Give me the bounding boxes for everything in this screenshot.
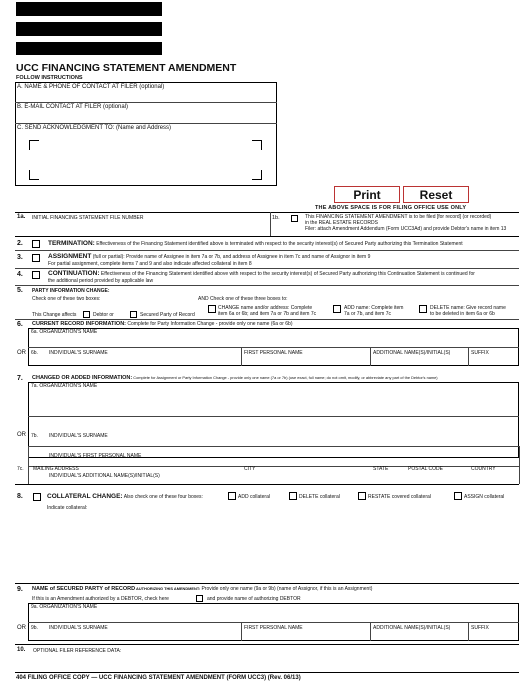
item10-label: OPTIONAL FILER REFERENCE DATA: [33, 648, 122, 654]
address-corner-bl [29, 170, 39, 180]
follow-instructions: FOLLOW INSTRUCTIONS [16, 75, 83, 81]
delete-collateral-checkbox[interactable] [289, 492, 297, 500]
item9-small: AUTHORIZING THIS AMENDMENT: [135, 586, 201, 591]
add-name-checkbox[interactable] [333, 305, 341, 313]
filer-info-box [15, 82, 277, 186]
item4-text2: the additional period provided by applicable law [48, 278, 154, 284]
item7b-additional-label: INDIVIDUAL'S ADDITIONAL NAME(S)/INITIAL(S) [49, 473, 160, 479]
assignment-checkbox[interactable] [32, 254, 40, 262]
form-title: UCC FINANCING STATEMENT AMENDMENT [16, 62, 237, 74]
address-corner-br [252, 170, 262, 180]
item6b-additional-label: ADDITIONAL NAME(S)/INITIAL(S) [373, 350, 451, 356]
assign-collateral-label: ASSIGN collateral [464, 494, 505, 500]
authorizing-debtor-checkbox[interactable] [196, 595, 203, 602]
item4-text [48, 271, 475, 277]
item9-number: 9. [17, 586, 23, 593]
item7-text [32, 375, 438, 382]
item7-desc: Complete for Assignment or Party Information Change - provide only one name (7a or 7b) (use exact, full name; do not omit, modify, or abbreviate any part of the Debtor's name) [132, 375, 438, 380]
item3-number: 3. [17, 254, 23, 261]
or-label-9: OR [17, 625, 26, 631]
item6b-label: 6b. [31, 350, 38, 356]
item3-head: ASSIGNMENT [48, 253, 92, 260]
delete-name-checkbox[interactable] [419, 305, 427, 313]
item5-add-l1: ADD name: Complete item [344, 305, 404, 311]
or-label-7: OR [17, 432, 26, 438]
item1a-file-number-field[interactable] [32, 222, 262, 234]
item6b-surname-label: INDIVIDUAL'S SURNAME [49, 350, 108, 356]
item7-head: CHANGED OR ADDED INFORMATION: [32, 375, 133, 381]
item9b-first-name-label: FIRST PERSONAL NAME [244, 625, 303, 631]
item1a-number: 1a. [17, 214, 26, 220]
item6b-first-name-label: FIRST PERSONAL NAME [244, 350, 303, 356]
item5-change-l2: item 6a or 6b; and item 7a or 7b and item 7c [218, 311, 317, 317]
item1b-checkbox[interactable] [291, 215, 298, 222]
add-collateral-label: ADD collateral [238, 494, 270, 500]
item8-indicate-label: Indicate collateral: [47, 505, 88, 511]
item6a-label: 6a. ORGANIZATION'S NAME [31, 329, 98, 335]
restate-collateral-label: RESTATE covered collateral [368, 494, 431, 500]
termination-checkbox[interactable] [32, 240, 40, 248]
item7-number: 7. [17, 375, 23, 382]
filing-office-space-label: THE ABOVE SPACE IS FOR FILING OFFICE USE ONLY [315, 205, 467, 211]
item9a-label: 9a. ORGANIZATION'S NAME [31, 604, 98, 610]
item9-debtor-provide-label: and provide name of authorizing DEBTOR [207, 596, 301, 602]
item2-desc: Effectiveness of the Financing Statement identified above is terminated with respect to the security interest(s) of Secured Party authorizing this Termination Statement [94, 241, 463, 247]
address-corner-tr [252, 140, 262, 150]
item7a-organization-field[interactable] [31, 390, 516, 414]
item2-text [48, 241, 463, 247]
item5-delete-l1: DELETE name: Give record name [430, 305, 506, 311]
item1b-number: 1b. [272, 215, 280, 221]
item7a-label: 7a. ORGANIZATION'S NAME [31, 383, 98, 389]
item5-delete-l2: to be deleted in item 6a or 6b [430, 311, 495, 317]
or-label-6: OR [17, 350, 26, 356]
item9-head: NAME of SECURED PARTY of RECORD [32, 586, 136, 592]
item5-add-l2: 7a or 7b, and item 7c [344, 311, 391, 317]
item8-text [47, 494, 203, 501]
item5-affects: This Change affects [32, 312, 77, 318]
item9b-surname-label: INDIVIDUAL'S SURNAME [49, 625, 108, 631]
item8-head: COLLATERAL CHANGE: [47, 493, 123, 500]
redaction-bar-middle [16, 22, 162, 36]
item6-desc: Complete for Party Information Change - provide only one name (6a or 6b) [126, 321, 293, 327]
reset-button[interactable]: Reset [403, 186, 469, 203]
redaction-bar-top [16, 2, 162, 16]
item5-and-check: AND Check one of these three boxes to: [198, 296, 288, 302]
item9-text [32, 586, 372, 593]
item6-number: 6. [17, 321, 23, 328]
item8-desc: Also check one of these four boxes: [122, 494, 203, 500]
item6a-organization-field[interactable] [31, 336, 516, 346]
restate-collateral-checkbox[interactable] [358, 492, 366, 500]
item6-text [32, 321, 293, 328]
secured-party-checkbox[interactable] [130, 311, 137, 318]
item1b-line2: in the REAL ESTATE RECORDS [305, 220, 378, 226]
mailing-address-label: MAILING ADDRESS [33, 466, 79, 472]
debtor-checkbox[interactable] [83, 311, 90, 318]
item5-debtor: Debtor or [93, 312, 114, 318]
item9b-additional-label: ADDITIONAL NAME(S)/INITIAL(S) [373, 625, 451, 631]
item7b-label: 7b. [31, 433, 38, 439]
city-label: CITY [244, 466, 256, 472]
item7b-first-name-label-vis: INDIVIDUAL'S FIRST PERSONAL NAME [49, 453, 142, 459]
item8-number: 8. [17, 493, 23, 500]
form-footer: 404 FILING OFFICE COPY — UCC FINANCING STATEMENT AMENDMENT (FORM UCC3) (Rev. 06/13) [16, 675, 301, 681]
collateral-description-field[interactable] [47, 512, 517, 580]
item5-change-l1: CHANGE name and/or address: Complete [218, 305, 313, 311]
item5-number: 5. [17, 287, 23, 294]
item7b-surname-label: INDIVIDUAL'S SURNAME [49, 433, 108, 439]
item1b-line1: This FINANCING STATEMENT AMENDMENT is to be filed [for record] (or recorded) [305, 214, 492, 220]
state-label: STATE [373, 466, 389, 472]
item6b-suffix-label: SUFFIX [471, 350, 489, 356]
item3-desc: (full or partial): Provide name of Assignee in item 7a or 7b, and address of Assignee in item 7c and name of Assignor in item 9 [91, 254, 371, 260]
item9-debtor-check-label: If this is an Amendment authorized by a DEBTOR, check here [32, 596, 169, 602]
item9b-label: 9b. [31, 625, 38, 631]
redaction-bar-bottom [16, 42, 162, 55]
collateral-change-checkbox[interactable] [33, 493, 41, 501]
item2-head: TERMINATION: [48, 240, 95, 247]
section-c-label: C. SEND ACKNOWLEDGMENT TO: (Name and Address) [17, 125, 172, 131]
item4-head: CONTINUATION: [48, 270, 100, 277]
item7b-surname-field[interactable] [49, 439, 516, 445]
item5-secured: Secured Party of Record [140, 312, 195, 318]
country-label: COUNTRY [471, 466, 496, 472]
item3-text [48, 254, 370, 260]
continuation-checkbox[interactable] [32, 271, 40, 279]
item1a-label: INITIAL FINANCING STATEMENT FILE NUMBER [32, 215, 144, 221]
print-button[interactable]: Print [334, 186, 400, 203]
delete-collateral-label: DELETE collateral [299, 494, 340, 500]
acknowledgment-address-field[interactable] [32, 143, 250, 169]
item5-check-one: Check one of these two boxes: [32, 296, 101, 302]
item9-desc: Provide only one name (9a or 9b) (name of Assignor, if this is an Assignment) [200, 586, 373, 592]
item1b-line3: Filer: attach Amendment Addendum (Form UCC3Ad) and provide Debtor's name in item 13 [305, 226, 507, 232]
item7c-number-vis: 7c. [17, 466, 24, 472]
section-b-label: B. E-MAIL CONTACT AT FILER (optional) [17, 104, 129, 110]
item2-number: 2. [17, 240, 23, 247]
filer-reference-field[interactable] [33, 655, 517, 669]
section-a-label: A. NAME & PHONE OF CONTACT AT FILER (optional) [17, 84, 165, 90]
item4-desc: Effectiveness of the Financing Statement identified above with respect to the security interest(s) of Secured Party authorizing this Continuation Statement is continued for [99, 271, 475, 277]
item5-head: PARTY INFORMATION CHANGE: [32, 288, 110, 294]
item9b-suffix-label: SUFFIX [471, 625, 489, 631]
item3-text2: For partial assignment, complete items 7 and 9 and also indicate affected collateral in item 8 [48, 261, 252, 267]
postal-code-label: POSTAL CODE [408, 466, 444, 472]
item9a-organization-field[interactable] [31, 611, 516, 621]
add-collateral-checkbox[interactable] [228, 492, 236, 500]
item10-number: 10. [17, 647, 26, 653]
assign-collateral-checkbox[interactable] [454, 492, 462, 500]
item6-head: CURRENT RECORD INFORMATION: [32, 321, 127, 327]
item4-number: 4. [17, 271, 23, 278]
change-name-checkbox[interactable] [208, 305, 216, 313]
